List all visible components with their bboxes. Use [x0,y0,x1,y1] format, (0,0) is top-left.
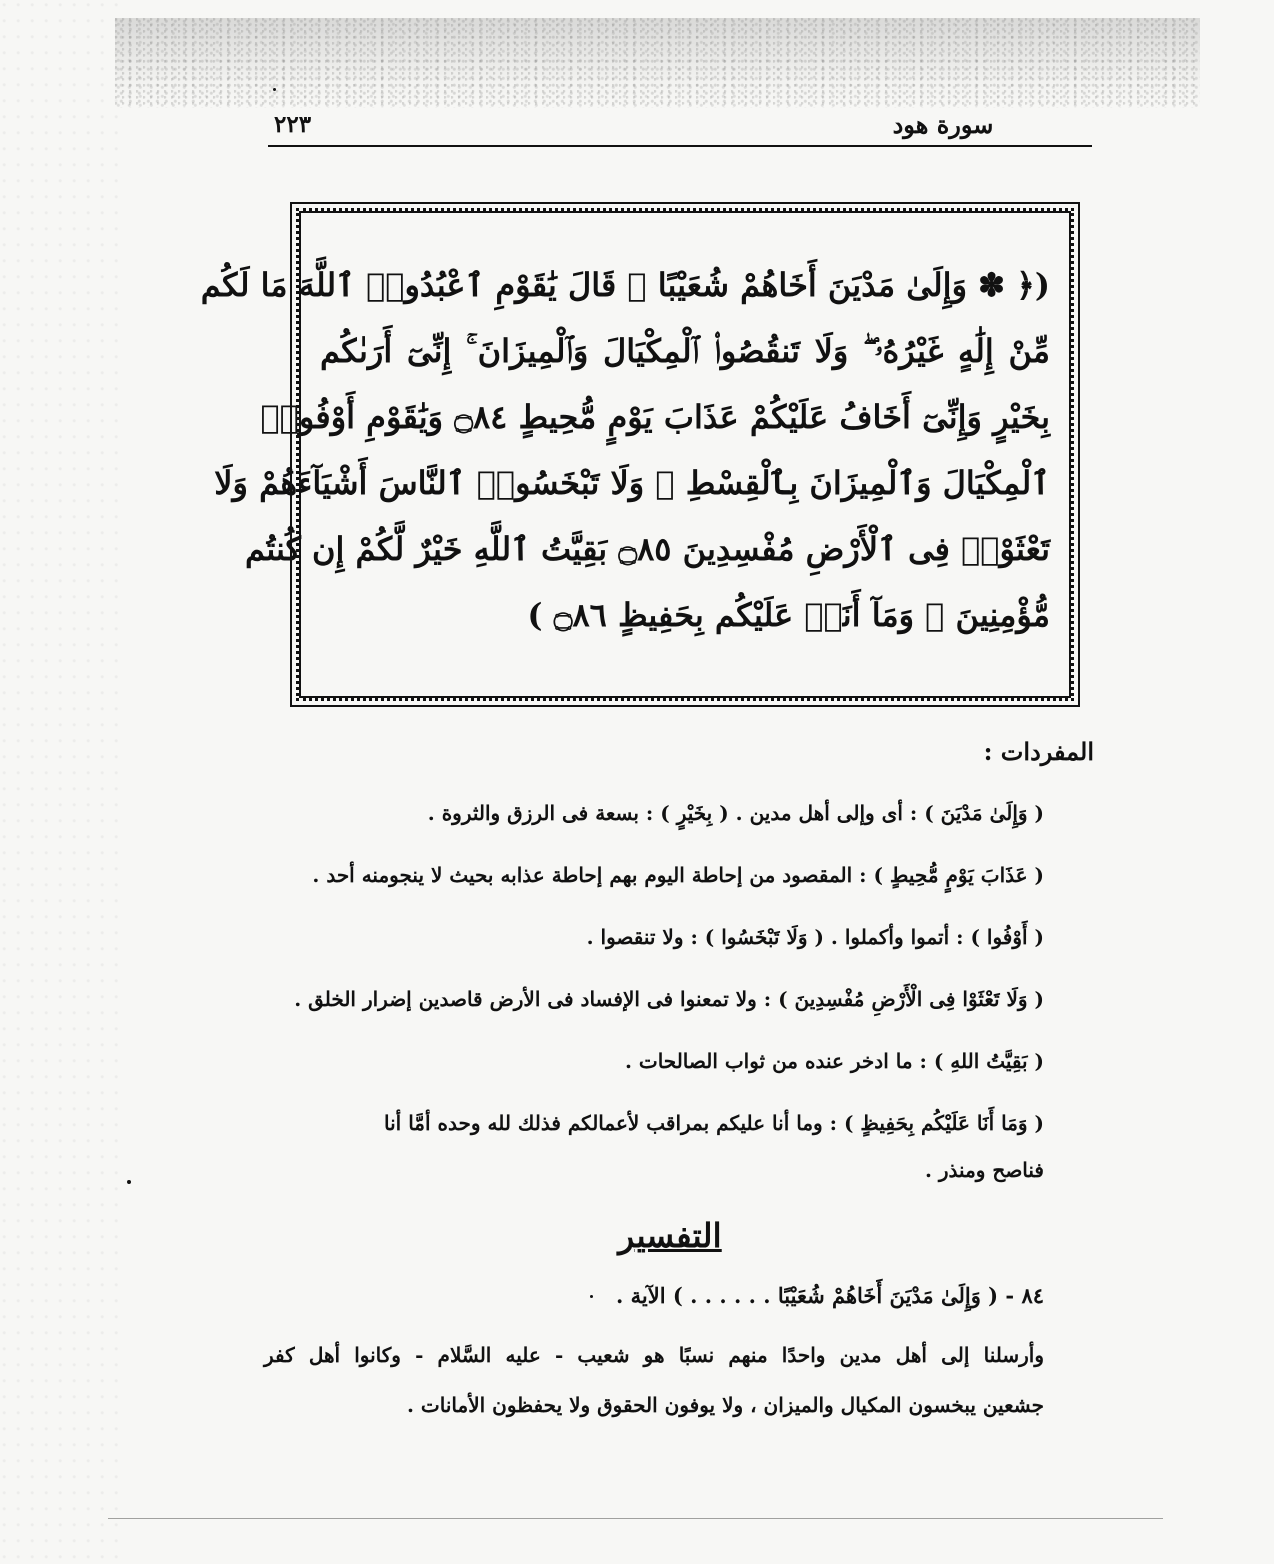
verse-line: بِخَيْرٍ وَإِنِّىٓ أَخَافُ عَلَيْكُمْ عَذَابَ يَوْمٍ مُّحِيطٍ ۝٨٤ وَيَٰقَوْمِ أَوْفُوا۟ [260,398,1050,436]
page-header [268,108,1092,146]
verse-line: (﴿ ✽ وَإِلَىٰ مَدْيَنَ أَخَاهُمْ شُعَيْبًا ۚ قَالَ يَٰقَوْمِ ٱعْبُدُوا۟ ٱللَّهَ مَا لَكُم [200,266,1050,304]
verse-line: مِّنْ إِلَٰهٍ غَيْرُهُۥ ۖ وَلَا تَنقُصُوا۟ ٱلْمِكْيَالَ وَٱلْمِيزَانَ ۚ إِنِّىٓ أَرَىٰكُم [320,332,1050,370]
surah-title: سورة هود [892,110,994,139]
verse-line: ٱلْمِكْيَالَ وَٱلْمِيزَانَ بِٱلْقِسْطِ ۖ وَلَا تَبْخَسُوا۟ ٱلنَّاسَ أَشْيَآءَهُمْ وَلَا [214,464,1050,502]
tafsir-heading: التفسير [618,1216,722,1255]
scan-speck [273,88,276,91]
tafsir-verse-reference: ٨٤ - ( وَإِلَىٰ مَدْيَنَ أَخَاهُمْ شُعَيْبًا . . . . . . ) الآية . [616,1283,1044,1308]
vocabulary-list [264,790,1044,1209]
scan-top-noise [115,18,1200,108]
tafsir-line: جشعين يبخسون المكيال والميزان ، ولا يوفون الحقوق ولا يحفظون الأمانات . [406,1393,1044,1417]
vocabulary-entry-continuation: فناصح ومنذر . [924,1158,1044,1182]
vocabulary-entry: ( وَإِلَىٰ مَدْيَنَ ) : أى وإلى أهل مدين . ( بِخَيْرٍ ) : بسعة فى الرزق والثروة . [427,801,1044,825]
vocabulary-entry: ( وَلَا تَعْثَوْا فِى الْأَرْضِ مُفْسِدِينَ ) : ولا تمعنوا فى الإفساد فى الأرض قاصدين إضرار الخلق . [294,987,1044,1011]
vocabulary-entry: ( وَمَا أَنَا عَلَيْكُم بِحَفِيظٍ ) : وما أنا عليكم بمراقب لأعمالكم فذلك لله وحده أمَّا أنا [384,1111,1044,1135]
vocabulary-entry: ( أَوْفُوا ) : أتموا وأكملوا . ( وَلَا تَبْخَسُوا ) : ولا تنقصوا . [586,925,1044,949]
header-rule [268,145,1092,147]
quran-verse-frame [200,202,1080,707]
tafsir-paragraph [264,1330,1044,1430]
scan-background-specks [0,0,120,1564]
verse-line: تَعْثَوْا۟ فِى ٱلْأَرْضِ مُفْسِدِينَ ۝٨٥ بَقِيَّتُ ٱللَّهِ خَيْرٌ لَّكُمْ إِن كُنتُم [245,530,1050,568]
vocabulary-heading: المفردات : [983,737,1094,766]
tafsir-line: وأرسلنا إلى أهل مدين واحدًا منهم نسبًا هو شعيب - عليه السَّلام - وكانوا أهل كفر [264,1343,1044,1367]
page-number: ٢٢٣ [274,111,312,138]
scan-speck [127,1180,131,1184]
quran-verse-text [200,252,1050,648]
verse-line: مُّؤْمِنِينَ ۚ وَمَآ أَنَا۠ عَلَيْكُم بِحَفِيظٍ ۝٨٦ ) [527,596,1050,634]
vocabulary-entry: ( عَذَابَ يَوْمٍ مُّحِيطٍ ) : المقصود من إحاطة اليوم بهم إحاطة عذابه بحيث لا ينجومنه أحد . [312,863,1044,887]
vocabulary-entry: ( بَقِيَّتُ اللهِ ) : ما ادخر عنده من ثواب الصالحات . [624,1049,1044,1073]
scan-speck [590,1295,593,1298]
bottom-scan-line [108,1518,1163,1519]
